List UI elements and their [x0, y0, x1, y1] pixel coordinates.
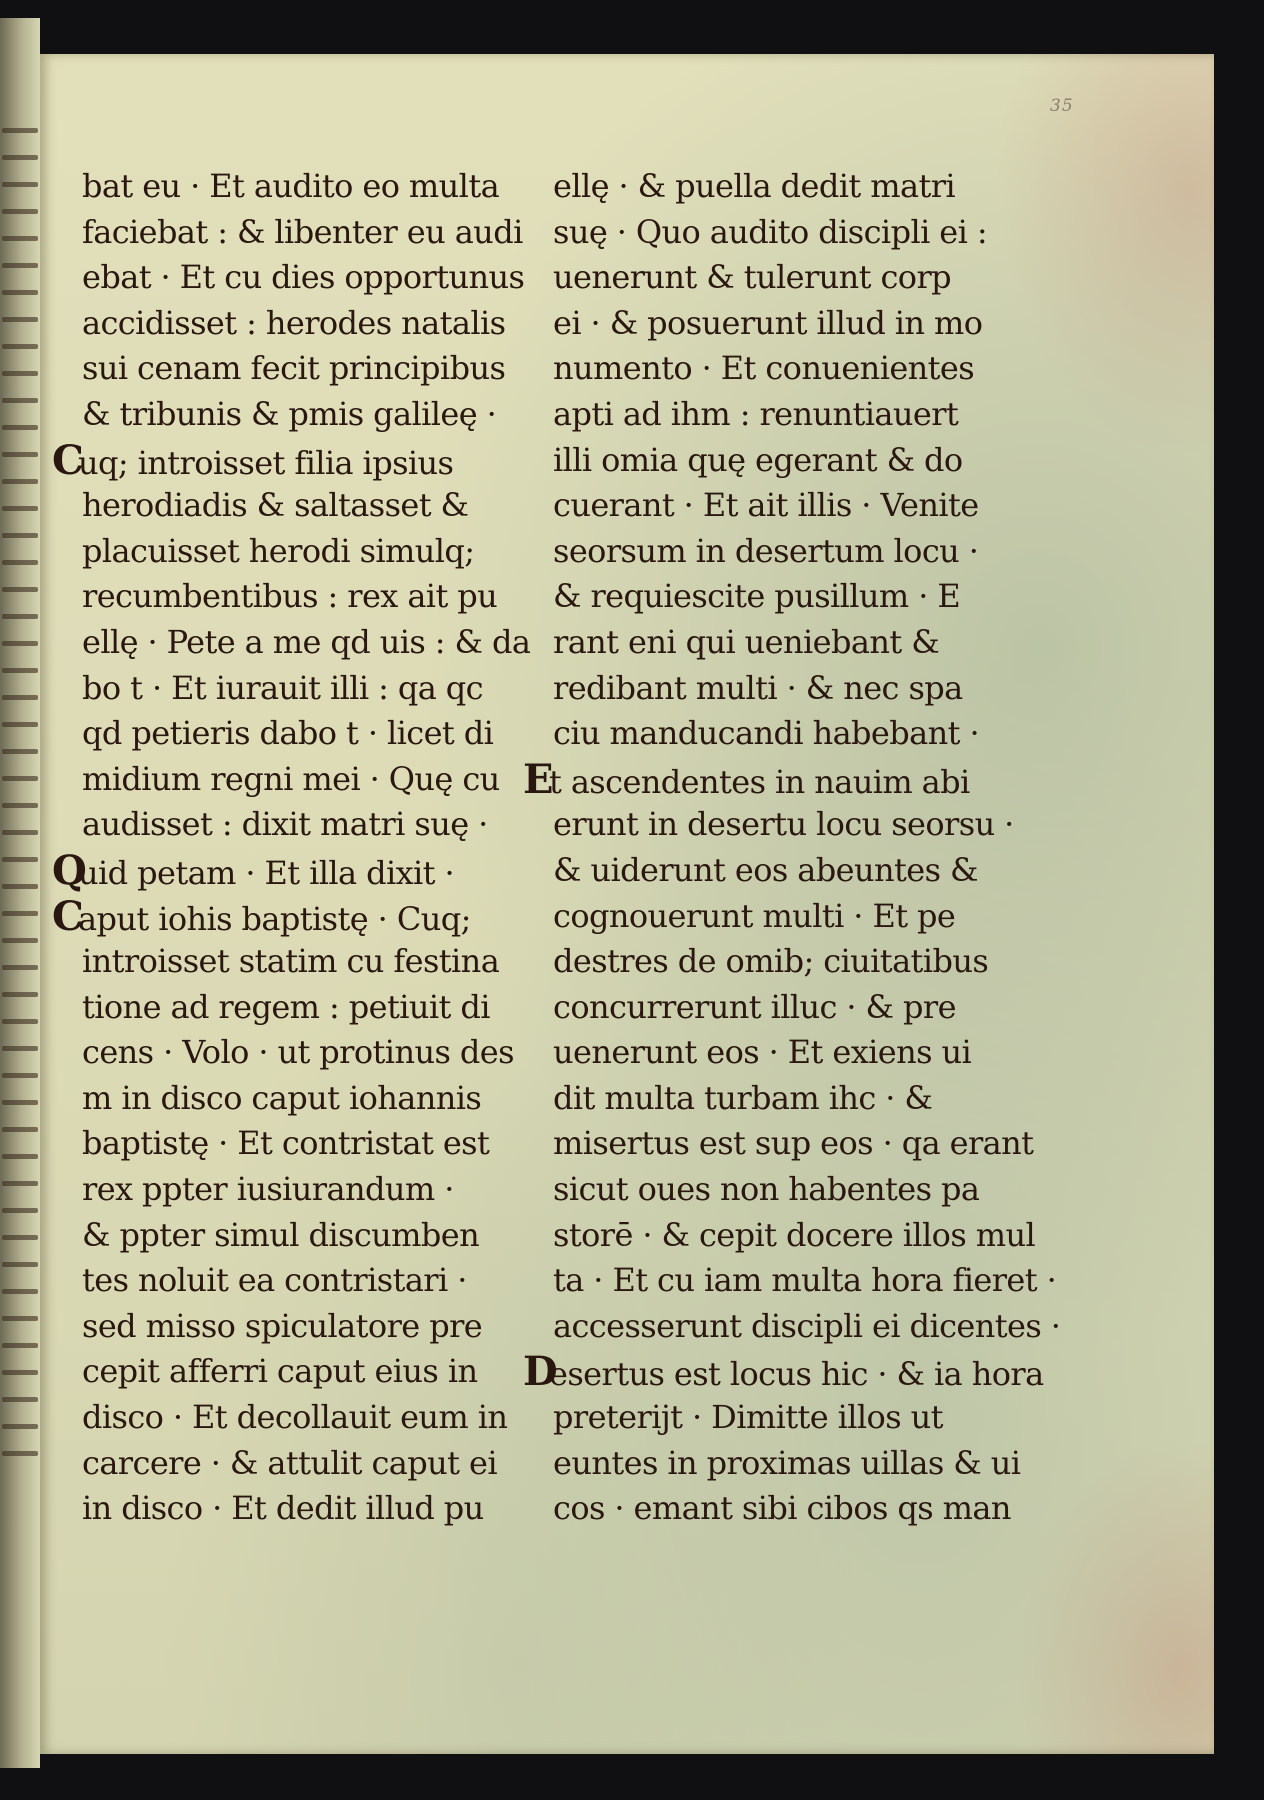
line-text: baptistę · Et contristat est: [82, 1124, 490, 1163]
text-line: [82, 1395, 508, 1441]
text-line: [523, 1348, 1044, 1396]
text-line: [82, 1213, 502, 1259]
text-line: [82, 301, 506, 347]
line-text: in disco · Et dedit illud pu: [82, 1489, 484, 1528]
facing-page-text-fragments: [2, 128, 38, 1528]
line-text: ebat · Et cu dies opportunus: [82, 258, 525, 297]
text-line: [82, 666, 502, 712]
text-line: [82, 1441, 502, 1487]
decorated-initial: E: [523, 755, 553, 803]
line-text: carcere · & attulit caput ei: [82, 1443, 497, 1482]
line-text: ei · & posuerunt illud in mo: [553, 303, 983, 342]
line-text: ellę · & puella dedit matri: [553, 167, 956, 205]
text-line: [82, 1030, 514, 1076]
line-text: introisset statim cu festina: [82, 942, 500, 981]
line-text: sed misso spiculatore pre: [82, 1306, 483, 1345]
text-line: [82, 255, 525, 301]
line-text: numento · Et conuenientes: [553, 349, 975, 388]
line-text: dit multa turbam ihc · &: [553, 1078, 933, 1117]
line-text: audisset : dixit matri suę ·: [82, 805, 488, 844]
line-text: uenerunt eos · Et exiens ui: [553, 1033, 972, 1072]
text-line: [553, 255, 973, 301]
line-text: uid petam · Et illa dixit ·: [78, 853, 455, 892]
line-text: faciebat : & libenter eu audi: [82, 212, 523, 251]
line-text: redibant multi · & nec spa: [553, 668, 963, 707]
left-text-column: [52, 164, 531, 1532]
text-line: [82, 1121, 502, 1167]
line-text: cos · emant sibi cibos qs man: [553, 1489, 1011, 1528]
line-text: qd petieris dabo t · licet di: [82, 714, 494, 753]
text-line: [52, 436, 502, 484]
text-line: [553, 894, 973, 940]
decorated-initial: D: [523, 1348, 558, 1396]
line-text: & requiescite pusillum · E: [553, 577, 961, 616]
line-text: misertus est sup eos · qa erant: [553, 1124, 1034, 1163]
text-line: [553, 346, 973, 392]
text-line: [52, 892, 502, 940]
text-line: [553, 1486, 1011, 1532]
decorated-initial: C: [52, 892, 84, 940]
text-line: [553, 1441, 1021, 1487]
line-text: t ascendentes in nauim abi: [549, 762, 970, 801]
text-line: [523, 755, 973, 803]
text-line: [553, 985, 973, 1031]
line-text: destres de omib; ciuitatibus: [553, 942, 989, 981]
line-text: apti ad ihm : renuntiauert: [553, 394, 959, 433]
line-text: preterijt · Dimitte illos ut: [553, 1398, 943, 1437]
line-text: placuisset herodi simulq;: [82, 531, 475, 570]
line-text: cuerant · Et ait illis · Venite: [553, 486, 979, 525]
line-text: euntes in proximas uillas & ui: [553, 1443, 1021, 1482]
decorated-initial: Q: [52, 846, 87, 894]
line-text: cepit afferri caput eius in: [82, 1352, 478, 1391]
text-line: [553, 939, 989, 985]
folio-number: 35: [1050, 96, 1074, 116]
line-text: bat eu · Et audito eo multa: [82, 167, 500, 205]
text-line: [553, 210, 988, 256]
line-text: disco · Et decollauit eum in: [82, 1398, 508, 1437]
line-text: & tribunis & pmis galileę ·: [82, 394, 497, 433]
text-line: [553, 711, 980, 757]
line-text: tes noluit ea contristari ·: [82, 1261, 467, 1300]
line-text: & uiderunt eos abeuntes &: [553, 850, 978, 889]
text-line: [553, 574, 973, 620]
facing-page-edge: [0, 18, 40, 1768]
text-line: [553, 1076, 973, 1122]
line-text: seorsum in desertum locu ·: [553, 531, 979, 570]
text-line: [553, 1304, 1061, 1350]
text-line: [553, 802, 1014, 848]
text-line: [553, 301, 983, 347]
line-text: cognouerunt multi · Et pe: [553, 896, 956, 935]
text-line: [82, 529, 502, 575]
text-line: [82, 346, 506, 392]
text-line: [82, 210, 523, 256]
text-line: [553, 666, 973, 712]
text-line: [82, 1349, 502, 1395]
text-line: [82, 939, 502, 985]
line-text: rant eni qui ueniebant &: [553, 622, 940, 661]
text-line: [82, 1486, 502, 1532]
line-text: tione ad regem : petiuit di: [82, 987, 490, 1026]
text-line: [82, 985, 502, 1031]
text-line: [553, 1121, 1034, 1167]
text-line: [553, 848, 978, 894]
text-line: [82, 711, 502, 757]
line-text: suę · Quo audito discipli ei :: [553, 212, 988, 251]
text-line: [553, 1258, 1057, 1304]
line-text: herodiadis & saltasset &: [82, 486, 469, 525]
line-text: recumbentibus : rex ait pu: [82, 577, 498, 616]
text-line: [553, 1395, 973, 1441]
line-text: accidisset : herodes natalis: [82, 303, 506, 342]
text-line: [553, 529, 979, 575]
line-text: uenerunt & tulerunt corp: [553, 258, 952, 297]
line-text: erunt in desertu locu seorsu ·: [553, 805, 1014, 844]
line-text: sui cenam fecit principibus: [82, 349, 506, 388]
line-text: accesserunt discipli ei dicentes ·: [553, 1306, 1061, 1345]
text-line: [52, 846, 502, 894]
manuscript-page: [40, 54, 1214, 1754]
line-text: ta · Et cu iam multa hora fieret ·: [553, 1261, 1057, 1300]
text-line: [553, 1030, 973, 1076]
line-text: sicut oues non habentes pa: [553, 1170, 980, 1209]
line-text: uq; introisset filia ipsius: [78, 443, 454, 482]
right-text-column: [523, 164, 1061, 1532]
line-text: & ppter simul discumben: [82, 1215, 480, 1254]
text-line: [553, 164, 973, 210]
text-line: [553, 483, 979, 529]
text-line: [82, 757, 502, 803]
line-text: bo t · Et iurauit illi : qa qc: [82, 668, 483, 707]
line-text: storē · & cepit docere illos mul: [553, 1215, 1036, 1254]
text-line: [553, 1213, 1036, 1259]
line-text: cens · Volo · ut protinus des: [82, 1033, 514, 1072]
text-line: [553, 1167, 980, 1213]
line-text: m in disco caput iohannis: [82, 1078, 482, 1117]
text-line: [82, 1167, 502, 1213]
text-line: [82, 164, 502, 210]
line-text: rex ppter iusiurandum ·: [82, 1170, 454, 1209]
text-line: [82, 1304, 502, 1350]
text-line: [82, 620, 531, 666]
text-line: [82, 802, 502, 848]
text-line: [82, 483, 502, 529]
line-text: illi omia quę egerant & do: [553, 440, 963, 479]
line-text: concurrerunt illuc · & pre: [553, 987, 956, 1026]
line-text: midium regni mei · Quę cu: [82, 759, 500, 798]
text-line: [82, 574, 502, 620]
line-text: ellę · Pete a me qd uis : & da: [82, 622, 531, 661]
text-line: [82, 1258, 502, 1304]
line-text: aput iohis baptistę · Cuq;: [78, 899, 471, 938]
text-line: [553, 620, 973, 666]
decorated-initial: C: [52, 436, 84, 484]
text-line: [82, 1076, 502, 1122]
text-line: [553, 438, 973, 484]
line-text: esertus est locus hic · & ia hora: [549, 1355, 1044, 1394]
text-line: [553, 392, 973, 438]
line-text: ciu manducandi habebant ·: [553, 714, 980, 753]
text-line: [82, 392, 502, 438]
